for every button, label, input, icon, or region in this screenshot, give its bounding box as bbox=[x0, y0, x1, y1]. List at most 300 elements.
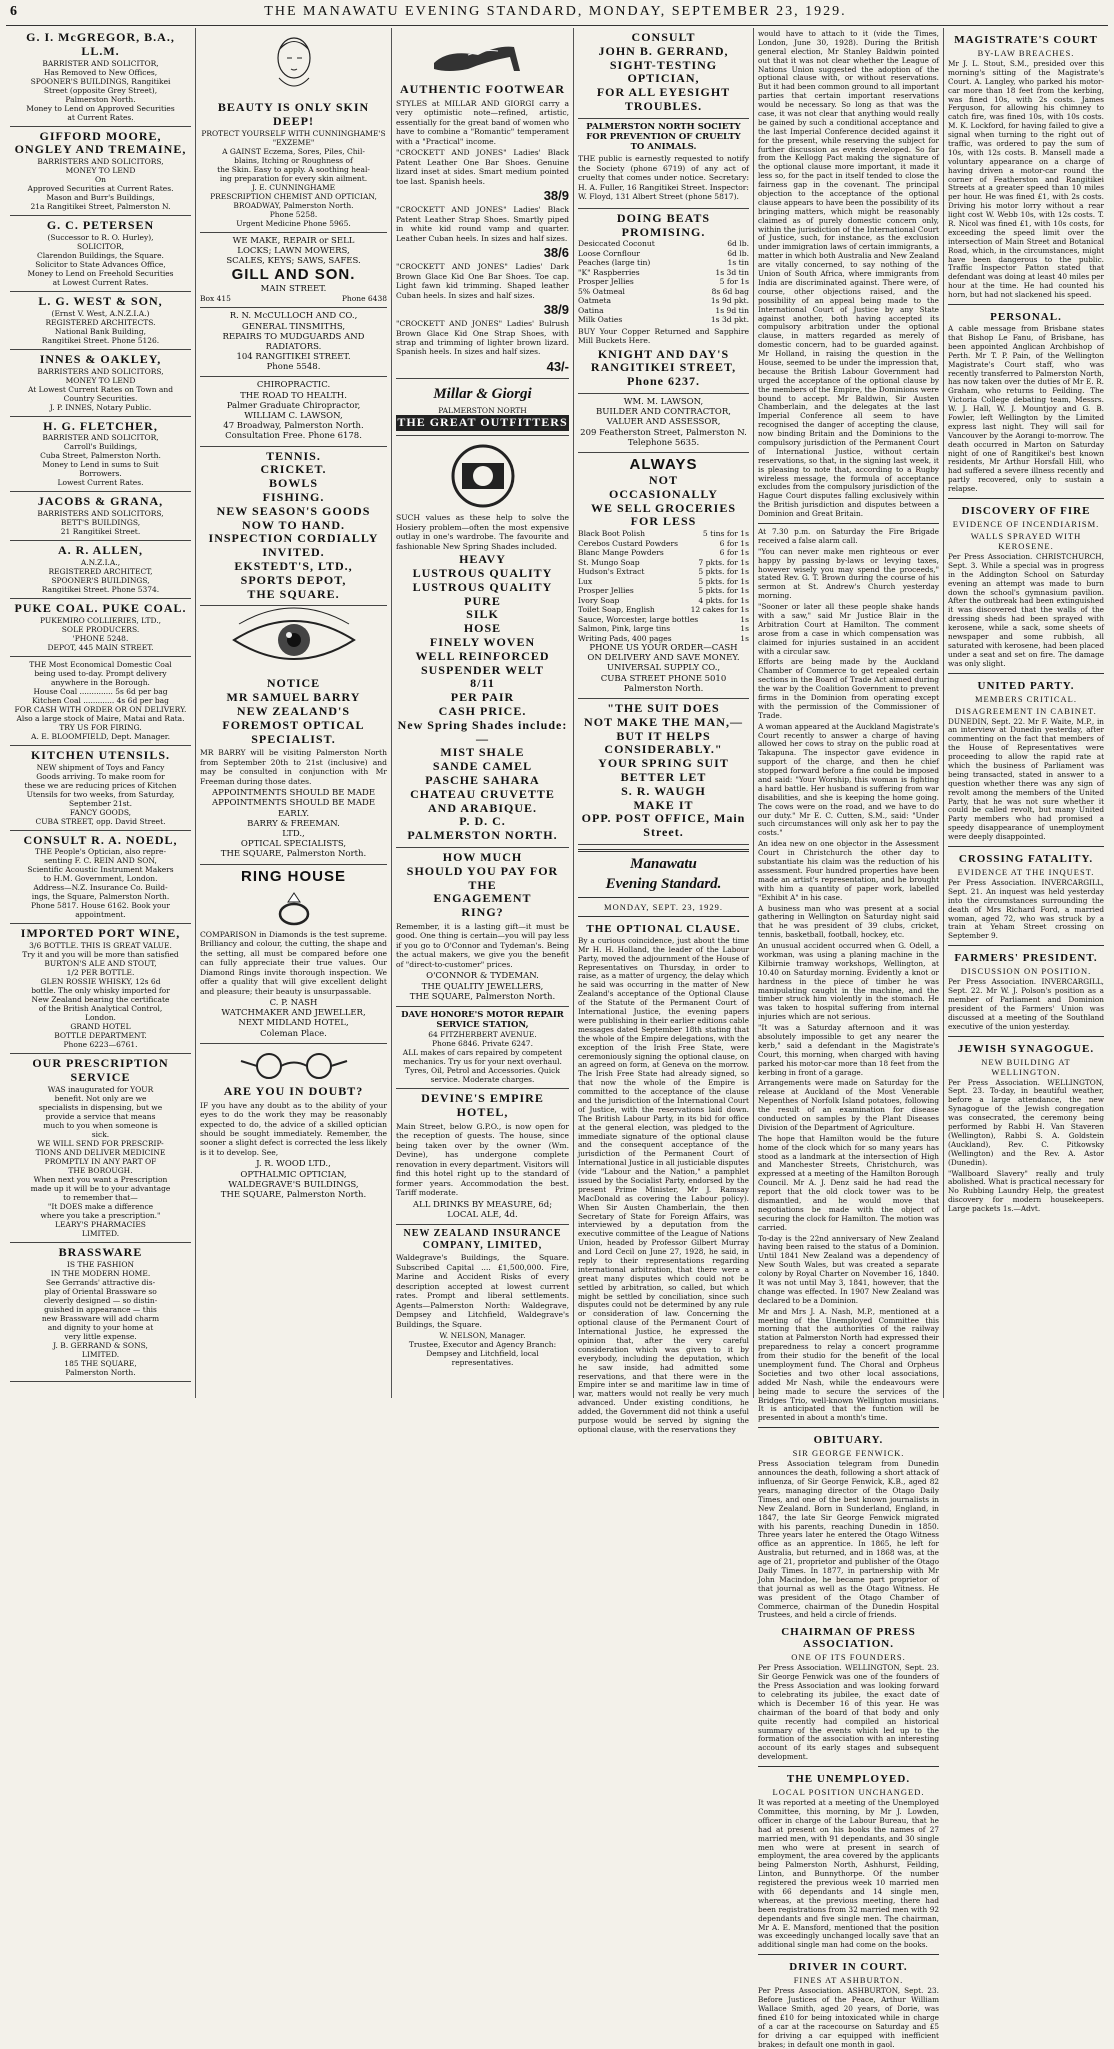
beats-item: Prosper Jellies bbox=[578, 277, 634, 287]
gill-phone: Phone 6438 bbox=[341, 294, 387, 304]
grocery-item: Blanc Mange Powders bbox=[578, 548, 664, 558]
ad-title: L. G. WEST & SON, bbox=[38, 293, 163, 308]
hosiery-line: SUSPENDER WELT bbox=[420, 662, 545, 677]
grocery-item: Hudson's Extract bbox=[578, 567, 645, 577]
ad-line: FOR CASH WITH ORDER OR ON DELIVERY. bbox=[14, 704, 187, 714]
insurance-line: Trustee, Executor and Agency Branch: Dempsey and Litchfield, local representatives. bbox=[408, 1340, 557, 1367]
column-3 bbox=[392, 28, 574, 1398]
ad-title: GIFFORD MOORE, ONGLEY AND TREMAINE, bbox=[14, 128, 187, 157]
ad-line: cleverly designed — so distin- bbox=[43, 1295, 158, 1305]
ad-line: LIMITED. bbox=[81, 1228, 120, 1238]
professional-ad bbox=[10, 541, 191, 599]
fire-sub: EVIDENCE OF INCENDIARISM. bbox=[952, 518, 1100, 529]
united-text: DUNEDIN, Sept. 22. Mr F. Waite, M.P., in an interview at Dunedin yesterday, after commenting on the fact that members of the House of Representatives were proceeding to allow the rapid rate at which the business of Parliament was being transacted, stated in answer to a question whether there was any sign of revolt among the members of the United Party, that he was not sure whether it could be called revolt, but many United Party members who had promised a speedy disappearance of unemployment were deeply disappointed. bbox=[948, 716, 1104, 842]
waugh-line: "THE SUIT DOES bbox=[607, 700, 720, 715]
beats-price: 8s 6d bag bbox=[711, 286, 749, 296]
grocery-item: Prosper Jellies bbox=[578, 586, 634, 596]
hosiery-line: CASH PRICE. bbox=[438, 703, 527, 718]
beats-item: Desiccated Coconut bbox=[578, 239, 655, 249]
engagement-ring-ad bbox=[396, 848, 569, 1007]
ad-line: TIONS AND DELIVER MEDICINE bbox=[35, 1147, 166, 1157]
ad-line: where you take a prescription." bbox=[40, 1210, 161, 1220]
grocery-price: 6 for 1s bbox=[719, 538, 749, 548]
grocery-item: Toilet Soap, English bbox=[578, 605, 655, 615]
beats-price: 1s 9d tin bbox=[715, 305, 749, 315]
news-cows: A woman appeared at the Auckland Magistrate's Court recently to answer a charge of having allowed her cows to stray on the public road at Takapuna. The inspector gave evidence in support of the charge, and then he chief stopped forward before a fine could be imposed and said: "Your Worship, this woman is fighting a hard battle. Her husband is suffering from war disabilities, and she is keeping the home going. The cows were on the road, and we have to do our duty." Mr E. C. Cutten, S.M., said: "Under such circumstances will only ask her to pay the costs." bbox=[758, 721, 939, 838]
ad-line: Solicitor to State Advances Office, bbox=[35, 259, 166, 269]
ad-line: BOTTLE DEPARTMENT. bbox=[54, 1031, 147, 1041]
always-line: WE SELL GROCERIES FOR LESS bbox=[590, 500, 737, 529]
grocery-row bbox=[578, 558, 749, 567]
shoe-text: "CROCKETT AND JONES" Ladies' Dark Brown Glace Kid One Bar Shoes. Toe cap. Light fawn kid trimming. Shaped leather Cuban heels. In sizes and half sizes. bbox=[396, 262, 569, 300]
hosiery-line: PALMERSTON NORTH. bbox=[407, 828, 558, 843]
wm-lawson-line: BUILDER AND CONTRACTOR, VALUER AND ASSESSOR, bbox=[596, 407, 731, 428]
beauty-line: ing preparation for every skin ailment. bbox=[219, 173, 368, 183]
tennis-line: INSPECTION CORDIALLY bbox=[208, 531, 379, 546]
ad-line: at Current Rates. bbox=[67, 112, 134, 122]
shoe-item bbox=[396, 205, 569, 260]
court-title: MAGISTRATE'S COURT bbox=[954, 34, 1098, 46]
news-concert: Mr and Mrs J. A. Nash, M.P., mentioned at a meeting of the Unemployed Committee this morning that the authorities of the railway station at Palmerston North had expressed their preparedness to relay a concert programme from their studio for the benefit of the local unemployment fund. The Choral and Orpheus Societies and two other local associations, added Mr Nash, while the endeavours were being made to secure the services of the Bridges Trio, well-known Wellington musicians. It is anticipated that the function will be presented in about a month's time. bbox=[758, 1306, 939, 1423]
barry-line: THE SQUARE, Palmerston North. bbox=[220, 849, 367, 860]
beats-price: 1s 9d pkt. bbox=[710, 296, 749, 306]
chairman-sub: ONE OF ITS FOUNDERS. bbox=[791, 1652, 906, 1663]
unemployed-title: THE UNEMPLOYED. bbox=[786, 1773, 911, 1786]
grocery-item: Salmon, Pink, large tins bbox=[578, 624, 671, 634]
paper-nameplate bbox=[578, 856, 749, 917]
fire-sub2: WALLS SPRAYED WITH KEROSENE. bbox=[970, 530, 1082, 551]
ad-line: "It DOES make a difference bbox=[47, 1201, 154, 1211]
gerrand-line: CONSULT bbox=[631, 30, 696, 44]
united-sub: MEMBERS CRITICAL. bbox=[974, 693, 1077, 704]
grocery-item: Cerebos Custard Powders bbox=[578, 538, 679, 548]
column-4 bbox=[574, 28, 754, 1434]
ad-line: See Gerrands' attractive dis- bbox=[45, 1277, 156, 1287]
woman-portrait-illustration bbox=[259, 32, 329, 94]
shoe-text: "CROCKETT AND JONES" Ladies' Black Patent Leather Strap Shoes. Smartly piped in white kid round vamp and quarter. Leather Cuban heels. In sizes and half sizes. bbox=[396, 205, 569, 243]
ad-line: made up it will be to your advantage bbox=[30, 1183, 171, 1193]
ad-line: Palmerston North. bbox=[65, 1367, 136, 1377]
hosiery-line: PASCHE SAHARA bbox=[425, 772, 540, 787]
knight-day-line: RANGITIKEI STREET, Phone 6237. bbox=[590, 360, 737, 389]
tennis-line: THE SQUARE. bbox=[247, 586, 340, 601]
ad-line: of the British Analytical Control, bbox=[38, 1004, 163, 1014]
nameplate-line-2: Evening Standard. bbox=[605, 876, 722, 893]
doing-beats-ad bbox=[578, 209, 749, 394]
beauty-line: "EXZEME" bbox=[272, 137, 315, 147]
grocery-price: 5 pkts. for 1s bbox=[698, 576, 749, 586]
united-title: UNITED PARTY. bbox=[977, 679, 1075, 692]
ad-line: Carroll's Buildings, bbox=[63, 442, 138, 452]
gill-line: LOCKS; LAWN MOWERS, bbox=[237, 245, 350, 256]
spca-text: THE public is earnestly requested to notify the Society (phone 6719) of any act of cruelty that comes under notice. Secretary: H. A. Fuller, 16 Rangitikei Street. Inspector: W. Floyd, 131 Albert Street (phone 5817). bbox=[578, 154, 749, 202]
personal-title: PERSONAL. bbox=[990, 311, 1062, 324]
column-5 bbox=[754, 28, 944, 2049]
hosiery-line: WELL REINFORCED bbox=[415, 648, 550, 663]
hosiery-line: P. D. C. bbox=[459, 814, 506, 829]
gill-sub: MAIN STREET. bbox=[260, 284, 327, 295]
grocery-row bbox=[578, 634, 749, 643]
masthead-title: THE MANAWATU EVENING STANDARD, MONDAY, SEPTEMBER 23, 1929. bbox=[264, 4, 847, 19]
ad-line: senting F. C. REIN AND SON, bbox=[44, 856, 157, 866]
nash-line: Coleman Place. bbox=[260, 1028, 327, 1039]
millar-tag: THE GREAT OUTFITTERS bbox=[397, 415, 568, 430]
spca-title: PALMERSTON NORTH SOCIETY FOR PREVENTION OF CRUELTY TO ANIMALS. bbox=[586, 121, 741, 153]
ad-line: J. P. INNES, Notary Public. bbox=[49, 402, 152, 412]
professional-ad bbox=[10, 657, 191, 746]
ad-line: very little expense. bbox=[64, 1331, 137, 1341]
driver-sub: FINES AT ASHBURTON. bbox=[793, 1975, 904, 1986]
professional-ad bbox=[10, 292, 191, 350]
leader-text: By a curious coincidence, just about the time Mr H. H. Holland, the leader of the Labour Party, moved the adjournment of the House of Representatives on Thursday, in order to raise, as a matter of urgency, the delay which he said was occurring in the matter of New Zealand's acceptance of the Optional Clause of the Statute of the Permanent Court of International Justice, the evening papers were publishing in their earlier editions cable messages dated September 18th stating that the whole of the Empire delegations, with the exception of the Irish Free State, were ceremoniously signing the optional clause, on an agreed on form, at Geneva on the morrow. The Irish Free State had already signed, so that now the whole of the Empire is committed to the acceptance of the clause and the jurisdiction of the International Court of Justice, with the reservations laid down. The British Labour Party, in its bid for office at the general election, was pledged to the immediate signature of the optional clause and the consequent acceptance of the jurisdiction of the Permanent Court of International Justice in all justiciable disputes (vide "Labour and the Nation," a pamphlet issued by the Socialist Party, endorsed by the present Prime Minister, Mr J. Ramsay MacDonald as covering the Labour policy). When Sir Austen Chamberlain, the then Secretary of State for Foreign Affairs, was interviewed by a deputation from the executive committee of the League of Nations Union, headed by Professor Gilbert Murray and Lord Cecil on June 27, 1928, he said, in reply to their representations regarding international arbitration, that there were a great many disputes which could not be settled by arbitration, so called, but which might be settled by conciliation, since such disputes could not be determined by any rule or consideration of law. Concerning the optional clause of the Permanent Court of International Justice, he expressed the opinion that, after the very careful consideration which was given to it by everybody, including the deputation, which he saw inside, had admitted some reservations, and that there were in the Empire inter se and maritime law in time of war, matters would not really be very much advanced. Under existing conditions, he added, the Government did not think a useful purpose would be served by signing the optional clause, with the reservations they bbox=[578, 935, 749, 1434]
beats-price: 1s tin bbox=[727, 258, 749, 268]
ad-line: MONEY TO LEND bbox=[65, 375, 136, 385]
grocery-item: Ivory Soap bbox=[578, 595, 620, 605]
ad-line: IS THE FASHION bbox=[66, 1259, 135, 1269]
column-2 bbox=[196, 28, 392, 1398]
ad-line: Rangitikei Street. Phone 5126. bbox=[41, 335, 160, 345]
professional-ad bbox=[10, 417, 191, 493]
ad-line: Kitchen Coal ............. 4s 6d per bag bbox=[32, 695, 169, 705]
grocery-price: 5 pkts. for 1s bbox=[698, 567, 749, 577]
ring-text: COMPARISON in Diamonds is the test supreme. Brilliancy and colour, the cutting, the shape and the setting, all must be compared before one can fully appreciate their true values. Our Diamond Rings invite thorough inspection. We offer a quality that will give excellent delight and pleasure; their beauty is unsurpassable. bbox=[200, 929, 387, 996]
ad-line: Try it and you will be more than satisfied bbox=[22, 950, 179, 960]
wood-optician-ad bbox=[200, 1044, 387, 1204]
professional-ad bbox=[10, 350, 191, 417]
ad-line: to remember that— bbox=[63, 1192, 138, 1202]
hosiery-line: PURE bbox=[464, 593, 501, 608]
beats-item: Oatina bbox=[578, 305, 604, 315]
crossing-title: CROSSING FATALITY. bbox=[958, 853, 1094, 866]
ad-title: KITCHEN UTENSILS. bbox=[30, 747, 171, 762]
grocery-price: 4 pkts. for 1s bbox=[698, 595, 749, 605]
fire-title: DISCOVERY OF FIRE bbox=[961, 504, 1091, 517]
ad-line: Palmerston North. bbox=[65, 94, 136, 104]
engage-text: Remember, it is a lasting gift—it must be good. One thing is certain—you will pay less if you go to O'Connor and Tydeman's. Being the actual makers, we give you the benefit of "direct-to-customer" prices. bbox=[396, 921, 569, 969]
universal-line: Palmerston North. bbox=[623, 683, 704, 694]
crossing-sub: EVIDENCE AT THE INQUEST. bbox=[957, 867, 1095, 878]
mcculloch-line: 104 RANGITIKEI STREET. bbox=[236, 352, 351, 363]
tennis-line: EKSTEDT'S, LTD., bbox=[234, 558, 353, 573]
waugh-line: CONSIDERABLY." bbox=[604, 742, 723, 757]
eye-illustration bbox=[229, 610, 359, 670]
engagement-line: RING? bbox=[461, 905, 504, 920]
ad-title: OUR PRESCRIPTION SERVICE bbox=[32, 1056, 169, 1084]
news-sermon: "You can never make men righteous or ever happy by passing by-laws or levying taxes, however wisely you may spend the proceeds," stated Rev. G. T. Brown during the course of his sermon at St. Andrew's Church yesterday morning. bbox=[758, 546, 939, 601]
professional-ad bbox=[10, 1243, 191, 1382]
ad-line: appointment. bbox=[75, 910, 126, 920]
ad-line: Scientific Acoustic Instrument Makers bbox=[27, 865, 174, 875]
grocery-row bbox=[578, 596, 749, 605]
ad-line: BARRISTERS AND SOLICITORS, bbox=[37, 157, 164, 167]
barry-heading-line: MR SAMUEL BARRY bbox=[226, 690, 361, 705]
engagement-line: SHOULD YOU PAY FOR THE bbox=[406, 863, 559, 892]
ad-line: REGISTERED ARCHITECTS. bbox=[45, 317, 156, 327]
beauty-line: J. E. CUNNINGHAME bbox=[251, 182, 336, 192]
wm-lawson-line: WM. M. LAWSON, bbox=[623, 397, 704, 408]
doubt-title: ARE YOU IN DOUBT? bbox=[223, 1083, 364, 1098]
ad-line: NEW shipment of Toys and Fancy bbox=[36, 762, 165, 772]
grocery-price: 6 for 1s bbox=[719, 548, 749, 558]
motor-title: DAVE HONORE'S MOTOR REPAIR SERVICE STATION, bbox=[401, 1009, 564, 1031]
ad-line: Has Removed to New Offices, bbox=[43, 67, 158, 77]
grocery-price: 5 pkts. for 1s bbox=[698, 586, 749, 596]
grocery-row bbox=[578, 605, 749, 614]
ad-line: A. E. BLOOMFIELD, Dept. Manager. bbox=[31, 731, 170, 741]
ad-line: specialists in dispensing, but we bbox=[38, 1102, 163, 1112]
beats-item: Oatmeta bbox=[578, 296, 612, 306]
grocery-price: 1s bbox=[740, 624, 749, 634]
gerrand-line: FOR ALL EYESIGHT TROUBLES. bbox=[596, 85, 731, 113]
ad-line: 1/2 PER BOTTLE. bbox=[66, 968, 135, 978]
professional-ad bbox=[10, 599, 191, 657]
universal-line: PHONE US YOUR ORDER—CASH bbox=[589, 643, 738, 654]
ad-line: 21a Rangitikei Street, Palmerston N. bbox=[30, 202, 171, 212]
ad-line: to H.M. Government, London. bbox=[43, 874, 158, 884]
ad-line: THE BOROUGH. bbox=[68, 1165, 133, 1175]
beauty-title: BEAUTY IS ONLY SKIN DEEP! bbox=[217, 100, 370, 128]
ad-line: BETT'S BUILDINGS, bbox=[60, 518, 141, 528]
hosiery-line: SILK bbox=[466, 607, 499, 622]
ad-line: anywhere in the Borough. bbox=[51, 677, 150, 687]
gill-line: SCALES, KEYS; SAWS, SAFES. bbox=[226, 255, 361, 266]
professional-ad bbox=[10, 492, 191, 541]
ad-line: A.N.Z.I.A., bbox=[80, 557, 121, 567]
waugh-line: S. R. WAUGH bbox=[621, 783, 706, 798]
ad-line: CUBA STREET, opp. David Street. bbox=[35, 816, 166, 826]
grocery-item: Lux bbox=[578, 576, 593, 586]
news-saw: "Sooner or later all these people shake hands with a saw," said Mr Justice Blair in the Arbitration Court at Hamilton. The comment arose from a case in which compensation was claimed for injuries sustained in an accident with a circular saw. bbox=[758, 602, 939, 656]
ad-line: BARRISTER AND SOLICITOR, bbox=[42, 58, 159, 68]
ad-line: At Lowest Current Rates on Town and bbox=[27, 384, 174, 394]
farmers-sub: DISCUSSION ON POSITION. bbox=[960, 966, 1092, 977]
ad-line: and dignity to your home at bbox=[47, 1322, 154, 1332]
beauty-line: PRESCRIPTION CHEMIST AND OPTICIAN, bbox=[210, 191, 377, 201]
tennis-line: BOWLS bbox=[268, 476, 318, 491]
always-line: NOT bbox=[648, 473, 678, 488]
grocery-row bbox=[578, 577, 749, 586]
devine-title: DEVINE'S EMPIRE HOTEL, bbox=[421, 1091, 544, 1120]
devine-line: ALL DRINKS BY MEASURE, 6d; bbox=[412, 1199, 553, 1210]
news-clock: The hope that Hamilton would be the future home of the clock which for so many years has stood as a landmark at the intersection of High and Manchester Streets, Christchurch, was expressed at a meeting of the Hamilton Borough Council. Mr A. J. Denz said he had read the report that the old clock tower was to be dismantled, and he would move that negotiations be made with the object of securing the clock for Hamilton. The motion was carried. bbox=[758, 1133, 939, 1232]
ring-house-ad bbox=[200, 865, 387, 1044]
ad-line: Money to Lend in sums to Suit bbox=[42, 460, 159, 470]
barry-line: APPOINTMENTS SHOULD BE MADE bbox=[211, 788, 376, 799]
wood-line: THE SQUARE, Palmerston North. bbox=[220, 1190, 367, 1200]
issue-date: MONDAY, SEPT. 23, 1929. bbox=[604, 901, 723, 912]
ad-line: guished in appearance — this bbox=[44, 1304, 157, 1314]
beats-item: 5% Oatmeal bbox=[578, 286, 625, 296]
beauty-line: PROTECT YOURSELF WITH CUNNINGHAME'S bbox=[201, 128, 386, 138]
beats-row bbox=[578, 239, 749, 248]
hosiery-line: LUSTROUS QUALITY bbox=[412, 579, 553, 594]
tennis-ad bbox=[200, 447, 387, 607]
mcculloch-line: R. N. McCULLOCH AND CO., bbox=[229, 311, 358, 322]
ad-line: BARRISTERS AND SOLICITORS, bbox=[37, 509, 164, 519]
beauty-line: Urgent Medicine Phone 5965. bbox=[236, 218, 351, 228]
ad-line: BURTON'S ALE AND STOUT, bbox=[44, 959, 157, 969]
grocery-row bbox=[578, 624, 749, 633]
ad-title: G. I. McGREGOR, B.A., LL.M. bbox=[26, 30, 175, 58]
leader-continued: would have to attach to it (vide the Times, London, June 30, 1928). During the British general election, Mr Stanley Baldwin pointed out that it was not clear whether the League of Nations Union suggested the adoption of the optional clause with, or without reservations. But it had been common ground to all important parties that certain important reservations would be necessary. So long as that was the case, it was not clear that anything would really be gained by such a conditional acceptance and the last Imperial Conference decided against it for the present, while reserving the subject for further discussion as events developed. So far from the Kellogg Pact making the signature of the optional clause more important, it made it less so, for the pact in itself tended to close the fairness gap in the covenant. The principal objection to the acceptance of the optional clause appears to have been the possibility of its bringing matters, which might be reasonably claimed as of purely domestic concern only, within the jurisdiction of the International Court of Justice, such, for instance, as the exclusion under immigration laws of certain immigrants, a matter in which both Australia and New Zealand are vitally concerned, to say nothing of the Union of South Africa, where immigrants from India are discriminated against. There were, of course, other objections raised, and the possibility of an appeal being made to the International Court of Justice by any State against another, both having accepted its compulsory arbitration under the optional clause, in matters regarded as merely of domestic concern, had to be guarded against. Mr Holland, in raising the question in the House, seemed to be under the impression that, because the British Labour Government had urged the acceptance of the optional clause by the members of the Empire, the Dominions were bound to accept. Mr Baldwin, Sir Austen Chamberlain, and the delegates at the last Imperial Conference all seem to have recognised the danger of accepting the clause, now binding Britain and the Dominions to the compulsory jurisdiction of the Permanent Court of International Justice, without certain reservations, so that, in the signing last week, it is pleasing to note that, according to a Rugby wireless message, the formula of acceptance excludes from the compulsory jurisdiction of the Hague Court disputes falling exclusively within the British jurisdiction and disputes between a Dominion and Great Britain. bbox=[758, 29, 939, 519]
ad-line: FANCY GOODS, bbox=[69, 807, 132, 817]
ad-line: SPOONER'S BUILDINGS, Rangitikei bbox=[30, 76, 171, 86]
hosiery-line: PER PAIR bbox=[450, 690, 515, 705]
beauty-line: BROADWAY, Palmerston North. bbox=[233, 200, 354, 210]
barry-heading-line: FOREMOST OPTICAL SPECIALIST. bbox=[222, 717, 365, 746]
grocery-price: 5 tins for 1s bbox=[702, 529, 749, 539]
beauty-line: the Skin. Easy to apply. A soothing heal- bbox=[217, 164, 370, 174]
page-number: 6 bbox=[10, 4, 17, 19]
beats-price: 1s 3d pkt. bbox=[710, 315, 749, 325]
jewish-sub: NEW BUILDING AT WELLINGTON. bbox=[981, 1056, 1071, 1077]
grocery-row bbox=[578, 567, 749, 576]
hosiery-line: FINELY WOVEN bbox=[429, 634, 536, 649]
always-title: ALWAYS bbox=[629, 456, 698, 474]
ad-line: provide a service that means bbox=[45, 1111, 156, 1121]
news-commerce: Efforts are being made by the Auckland Chamber of Commerce to get repealed certain sections in the Board of Trade Act aimed during the war by the Coalition Government to prevent firms in the Dominion from operating except with the permission of the Commissioner of Trade. bbox=[758, 657, 939, 720]
ad-line: SOLICITOR, bbox=[76, 241, 125, 251]
ad-title: G. C. PETERSEN bbox=[46, 218, 155, 233]
beats-title: DOING BEATS PROMISING. bbox=[616, 210, 711, 239]
ad-title: BRASSWARE bbox=[58, 1244, 143, 1259]
hosiery-line: SANDE CAMEL bbox=[432, 759, 533, 774]
engagement-line: HOW MUCH bbox=[442, 849, 523, 864]
shoe-text: "CROCKETT AND JONES" Ladies' Black Patent Leather One Bar Shoes. Genuine lizard inset at sides. Smart medium pointed toe last. Spanish heels. bbox=[396, 148, 569, 186]
ad-line: DEPOT, 445 MAIN STREET. bbox=[47, 642, 154, 652]
ad-line: GRAND HOTEL bbox=[70, 1022, 131, 1032]
grocery-row bbox=[578, 615, 749, 624]
nash-line: C. P. NASH bbox=[269, 997, 318, 1008]
shoe-item bbox=[396, 319, 569, 374]
grocery-price: 7 pkts. for 1s bbox=[698, 557, 749, 567]
ad-line: PROMPTLY IN ANY PART OF bbox=[44, 1156, 157, 1166]
millar-name: Millar & Giorgi bbox=[433, 385, 532, 402]
jewish-text: Per Press Association. WELLINGTON, Sept. 23. To-day, in beautiful weather, before a large attendance, the new Synagogue of the Jewish congregation was consecrated, the ceremony being performed by Rabbi H. Van Staveren (Wellington), Rabbi S. A. Goldstein (Auckland), Rev. C. Pitkowsky (Wellington) and the Rev. A. Astor (Dunedin). bbox=[948, 1077, 1104, 1167]
mcculloch-line: RADIATORS. bbox=[265, 341, 322, 352]
barry-line: OPTICAL SPECIALISTS, bbox=[240, 839, 347, 850]
hosiery-text: SUCH values as these help to solve the Hosiery problem—often the most expensive outlay in one's wardrobe. The favourite and fashionable New Spring Shades included. bbox=[396, 513, 569, 551]
hosiery-line: AND ARABIQUE. bbox=[427, 800, 537, 815]
ad-line: MONEY TO LEND bbox=[65, 166, 136, 176]
gerrand-ad bbox=[578, 28, 749, 119]
ad-line: THE Most Economical Domestic Coal bbox=[29, 659, 172, 669]
gill-ad bbox=[200, 233, 387, 309]
barry-line: APPOINTMENTS SHOULD BE MADE bbox=[211, 798, 376, 809]
beauty-line: blains, Itching or Roughness of bbox=[234, 155, 353, 165]
tydeman-line: O'CONNOR & TYDEMAN. bbox=[426, 971, 539, 982]
ad-line: September 21st. bbox=[69, 798, 132, 808]
universal-line: CUBA STREET PHONE 5010 bbox=[600, 673, 727, 684]
gill-line: WE MAKE, REPAIR or SELL bbox=[232, 235, 355, 246]
universal-line: UNIVERSAL SUPPLY CO., bbox=[606, 663, 721, 674]
grocery-price: 1s bbox=[740, 633, 749, 643]
grocery-item: Writing Pads, 400 pages bbox=[578, 633, 672, 643]
column-1 bbox=[6, 28, 196, 1398]
chiropractic-line: WILLIAM C. LAWSON, bbox=[244, 411, 343, 422]
ad-line: London. bbox=[85, 1013, 116, 1023]
grocery-price: 1s bbox=[740, 614, 749, 624]
ad-line: new Brassware will add charm bbox=[41, 1313, 160, 1323]
ad-title: H. G. FLETCHER, bbox=[43, 418, 158, 433]
united-sub2: DISAGREEMENT IN CABINET. bbox=[955, 705, 1097, 716]
unemployed-sub: LOCAL POSITION UNCHANGED. bbox=[772, 1787, 925, 1798]
jewish-title: JEWISH SYNAGOGUE. bbox=[957, 1042, 1095, 1055]
professional-ad bbox=[10, 924, 191, 1054]
ad-line: Approved Securities at Current Rates. bbox=[27, 184, 174, 194]
news-accident: An unusual accident occurred when G. Odell, a workman, was using a planing machine in the Kilbirnie tramway workshops, Wellington, at 10.40 on Saturday morning. Evidently a knot or hardness in the piece of timber he was manipulating caught in the machine, and the timber struck him violently in the stomach. He was taken to hospital suffering from internal injuries which are not serious. bbox=[758, 941, 939, 1022]
wood-line: OPTHALMIC OPTICIAN, bbox=[240, 1169, 347, 1180]
chiropractic-line: CHIROPRACTIC. bbox=[256, 380, 331, 391]
professional-ad bbox=[10, 1054, 191, 1243]
court-sub: BY-LAW BREACHES. bbox=[977, 48, 1075, 58]
hosiery-line: CHATEAU CRUVETTE bbox=[410, 786, 555, 801]
insurance-text: Waldegrave's Buildings, the Square. Subscribed Capital .... £1,500,000. Fire, Marine and Accident Risks of every description accepted at lowest current rates. Prompt and liberal settlements. Agents—Palmerston North: Waldegrave, Dempsey and Litchfield, Waldegrave's Buildings, the Square. bbox=[396, 1253, 569, 1329]
ad-line: 21 Rangitikei Street. bbox=[60, 527, 141, 537]
masthead bbox=[6, 4, 1108, 26]
chiropractic-line: Palmer Graduate Chiropractor, bbox=[226, 400, 361, 411]
ad-line: much to you when someone is bbox=[43, 1120, 158, 1130]
waugh-suit-ad bbox=[578, 699, 749, 845]
barry-line: BARRY & FREEMAN. bbox=[247, 818, 340, 829]
beats-row bbox=[578, 315, 749, 324]
waugh-line: MAKE IT bbox=[633, 797, 694, 812]
ad-line: PUKEMIRO COLLIERIES, LTD., bbox=[39, 615, 162, 625]
shoe-price: 38/6 bbox=[543, 245, 569, 261]
farmers-text: Per Press Association. INVERCARGILL, Sept. 22. Mr W. J. Polson's position as a member of Parliament and Dominion president of the Farmers' Union was discussed at a meeting of the Southland executive of the union yesterday. bbox=[948, 977, 1104, 1031]
waugh-line: YOUR SPRING SUIT bbox=[598, 756, 729, 771]
grocery-item: Black Boot Polish bbox=[578, 529, 646, 539]
grocery-row bbox=[578, 529, 749, 538]
beats-price: 6d lb. bbox=[727, 239, 749, 249]
chiropractic-line: 47 Broadway, Palmerston North. bbox=[223, 421, 364, 432]
beats-item: Loose Cornflour bbox=[578, 248, 641, 258]
tydeman-line: THE SQUARE, Palmerston North. bbox=[409, 991, 556, 1002]
barry-heading-line: NEW ZEALAND'S bbox=[236, 703, 351, 718]
column-6 bbox=[944, 28, 1108, 1398]
footwear-text: STYLES at MILLAR AND GIORGI carry a very optimistic note—refined, artistic, essentially for the great band of women who have to combine a "Romantic" temperament with a "Practical" income. bbox=[396, 98, 569, 146]
ad-line: TRY US FOR FIRING. bbox=[59, 722, 142, 732]
beats-row bbox=[578, 296, 749, 305]
shoe-price: 38/9 bbox=[543, 302, 569, 318]
ad-line: BARRISTERS AND SOLICITORS, bbox=[37, 366, 164, 376]
ad-line: at Lowest Current Rates. bbox=[52, 277, 149, 287]
ad-line: Clarendon Buildings, the Square. bbox=[37, 250, 164, 260]
chiropractic-ad bbox=[200, 377, 387, 446]
grocery-item: St. Mungo Soap bbox=[578, 557, 640, 567]
crossing-text: Per Press Association. INVERCARGILL, Sept. 21. An inquest was held yesterday into the circumstances surrounding the death of Mrs Richard Ford, a married woman, aged 72, who was struck by a train at Yeham Street crossing on September 9. bbox=[948, 878, 1104, 941]
farmers-title: FARMERS' PRESIDENT. bbox=[954, 952, 1098, 965]
beats-text: BUY Your Copper Returned and Sapphire Mill Buckets Here. bbox=[578, 326, 749, 346]
devine-text: Main Street, below G.P.O., is now open for the reception of guests. The house, since being taken over by the owner (Wm. Devine), has undergone complete renovation in every department. Visitors will find this hotel right up to the standard of former years. Accommodation the best. Tariff moderate. bbox=[396, 1121, 569, 1198]
gerrand-line: JOHN B. GERRAND, bbox=[598, 43, 729, 58]
news-assessment: An idea new on one objector in the Assessment Court in Christchurch the other day to substantiate his claim was the reduction of his assessment. Four hundred properties have been made an artist's representation, and he brought with him a quantity of paper work, labelled "Exhibit A" in his case. bbox=[758, 839, 939, 902]
news-dominion: To-day is the 22nd anniversary of New Zealand having been raised to the status of a Dominion. Until 1841 New Zealand was a dependency of New South Wales, but was created a separate colony by Royal Charter on November 16, 1840. It was not until May 3, 1841, however, that the change was effected. In 1907 New Zealand was declared to be a Dominion. bbox=[758, 1233, 939, 1305]
beauty-line: A GAINST Eczema, Sores, Piles, Chil- bbox=[222, 146, 365, 156]
universal-line: ON DELIVERY AND SAVE MONEY. bbox=[587, 653, 740, 664]
chairman-title: CHAIRMAN OF PRESS ASSOCIATION. bbox=[781, 1626, 916, 1651]
ad-line: Also a large stock of Maire, Matai and Rata. bbox=[16, 713, 185, 723]
ad-line: J. B. GERRAND & SONS, bbox=[53, 1340, 148, 1350]
wallboard-ad: "Wallboard Slavery" really and truly abolished. What is practical necessary for No Rubbing Laundry Help, the greatest discovery for modern housekeepers. Large packets 1s.—Advt. bbox=[948, 1168, 1104, 1214]
news-clubs: A business man who was present at a social gathering in Wellington on Saturday night said that he was president of 39 clubs, cricket, tennis, basketball, football, hockey, etc. bbox=[758, 903, 939, 940]
ad-line: SPOONER'S BUILDINGS, bbox=[51, 575, 150, 585]
chiropractic-line: THE ROAD TO HEALTH. bbox=[240, 390, 347, 401]
footwear-title: AUTHENTIC FOOTWEAR bbox=[399, 82, 566, 96]
ad-line: On bbox=[95, 175, 106, 185]
professional-ad bbox=[10, 831, 191, 925]
gill-box: Box 415 bbox=[200, 294, 231, 304]
